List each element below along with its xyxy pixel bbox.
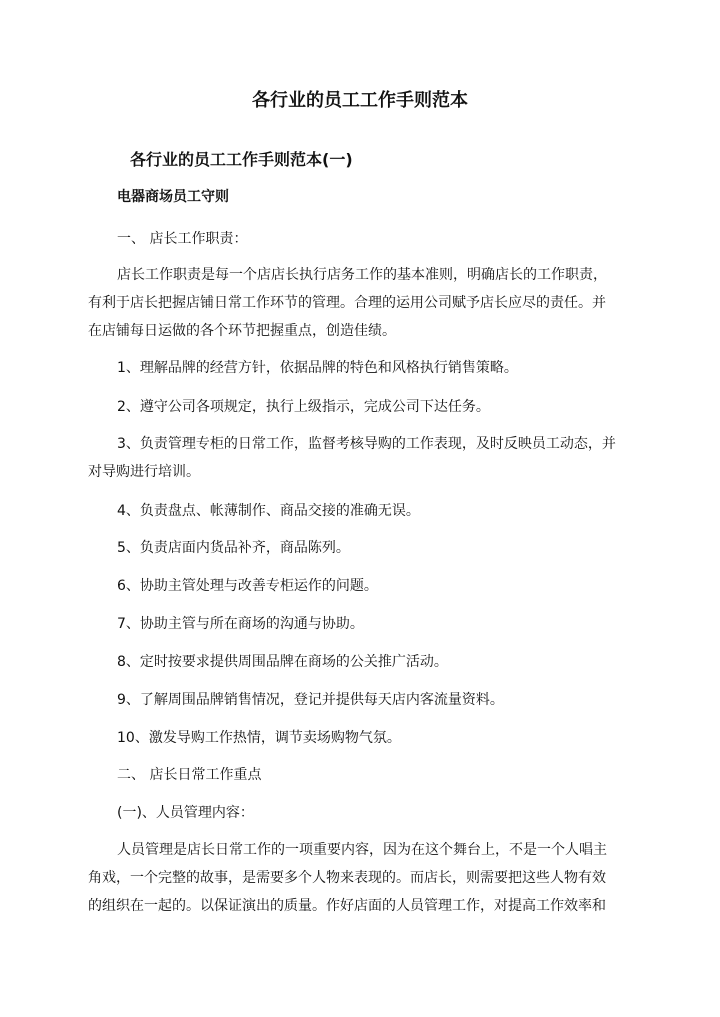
duty-item: 9、了解周围品牌销售情况，登记并提供每天店内客流量资料。 — [117, 692, 504, 708]
duty-item-continuation: 对导购进行培训。 — [88, 464, 200, 480]
duty-item: 7、协助主管与所在商场的沟通与协助。 — [117, 616, 364, 632]
duty-item: 3、负责管理专柜的日常工作，监督考核导购的工作表现，及时反映员工动态，并 — [117, 436, 616, 452]
duty-item: 5、负责店面内货品补齐，商品陈列。 — [117, 540, 350, 556]
section-title: 各行业的员工工作手则范本(一) — [130, 150, 353, 169]
intro-line: 有利于店长把握店铺日常工作环节的管理。合理的运用公司赋予店长应尽的责任。并 — [88, 295, 606, 311]
document-title: 各行业的员工工作手则范本 — [252, 90, 468, 111]
duty-item: 6、协助主管处理与改善专柜运作的问题。 — [117, 578, 378, 594]
part2-line: 人员管理是店长日常工作的一项重要内容，因为在这个舞台上，不是一个人唱主 — [117, 842, 607, 858]
duty-item: 1、理解品牌的经营方针，依据品牌的特色和风格执行销售策略。 — [117, 360, 518, 376]
part2-subheading: (一)、人员管理内容： — [117, 805, 254, 821]
duty-item: 8、定时按要求提供周围品牌在商场的公关推广活动。 — [117, 654, 448, 670]
part2-line: 角戏，一个完整的故事，是需要多个人物来表现的。而店长，则需要把这些人物有效 — [88, 870, 606, 886]
intro-line: 在店铺每日运做的各个环节把握重点，创造佳绩。 — [88, 323, 396, 339]
part2-heading: 二、 店长日常工作重点 — [117, 767, 262, 783]
subsection-title: 电器商场员工守则 — [117, 189, 229, 205]
duty-item: 10、激发导购工作热情，调节卖场购物气氛。 — [117, 730, 401, 746]
part2-line: 的组织在一起的。以保证演出的质量。作好店面的人员管理工作，对提高工作效率和 — [88, 898, 606, 914]
duty-item: 4、负责盘点、帐薄制作、商品交接的准确无误。 — [117, 503, 420, 519]
intro-line: 店长工作职责是每一个店店长执行店务工作的基本准则，明确店长的工作职责， — [117, 267, 607, 283]
part1-heading: 一、 店长工作职责： — [117, 231, 248, 247]
duty-item: 2、遵守公司各项规定，执行上级指示，完成公司下达任务。 — [117, 399, 490, 415]
